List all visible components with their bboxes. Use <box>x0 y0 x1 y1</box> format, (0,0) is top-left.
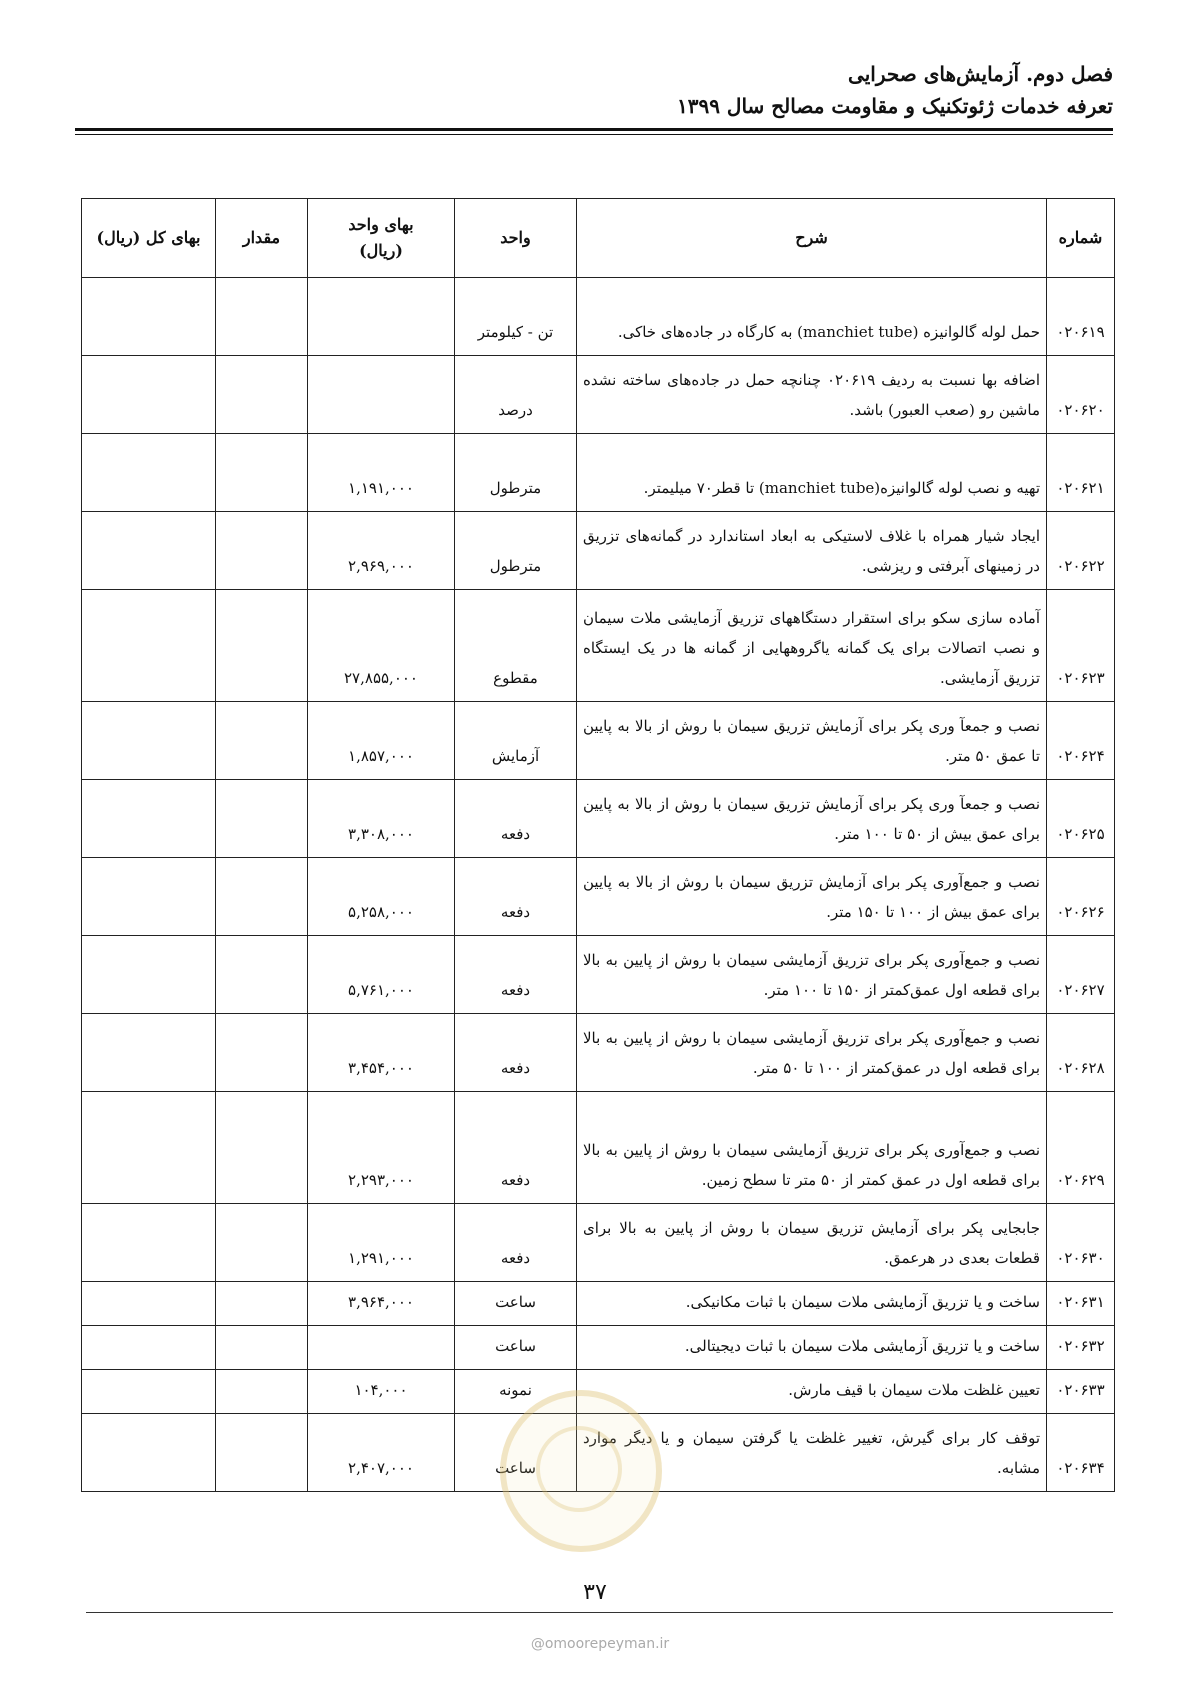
row-unit: دفعه <box>455 936 577 1014</box>
row-code: ۰۲۰۶۲۳ <box>1047 590 1115 702</box>
row-unit-price <box>308 1326 455 1370</box>
row-unit-price: ۲,۴۰۷,۰۰۰ <box>308 1414 455 1492</box>
row-unit-price: ۲۷,۸۵۵,۰۰۰ <box>308 590 455 702</box>
row-unit: مترطول <box>455 434 577 512</box>
row-code: ۰۲۰۶۲۲ <box>1047 512 1115 590</box>
col-total-header: بهای کل (ریال) <box>82 199 216 278</box>
row-code: ۰۲۰۶۱۹ <box>1047 278 1115 356</box>
row-total <box>82 356 216 434</box>
row-unit: دفعه <box>455 858 577 936</box>
row-unit: دفعه <box>455 1092 577 1204</box>
row-unit: ساعت <box>455 1414 577 1492</box>
row-code: ۰۲۰۶۳۲ <box>1047 1326 1115 1370</box>
row-unit-price <box>308 278 455 356</box>
row-unit: درصد <box>455 356 577 434</box>
row-code: ۰۲۰۶۲۶ <box>1047 858 1115 936</box>
row-code: ۰۲۰۶۳۴ <box>1047 1414 1115 1492</box>
row-unit: دفعه <box>455 1014 577 1092</box>
row-total <box>82 1014 216 1092</box>
table-row <box>82 434 1115 512</box>
col-quantity-header: مقدار <box>216 199 308 278</box>
row-unit-price: ۲,۹۶۹,۰۰۰ <box>308 512 455 590</box>
table-row <box>82 590 1115 702</box>
row-total <box>82 1092 216 1204</box>
row-description: نصب و جمع‌آوری پکر برای تزریق آزمایشی سیمان با روش از پایین به بالا برای قطعه اول در عمق‌کمتر از ۱۰۰ تا ۵۰ متر. <box>577 1014 1047 1092</box>
row-quantity <box>216 702 308 780</box>
row-description: اضافه بها نسبت به ردیف ۰۲۰۶۱۹ چنانچه حمل در جاده‌های ساخته نشده ماشین رو (صعب العبور) باشد. <box>577 356 1047 434</box>
row-total <box>82 434 216 512</box>
page-header <box>78 58 1113 122</box>
row-quantity <box>216 1370 308 1414</box>
footer-rule <box>86 1612 1113 1613</box>
row-unit-price: ۱۰۴,۰۰۰ <box>308 1370 455 1414</box>
row-description: توقف کار برای گیرش، تغییر غلظت یا گرفتن سیمان و یا دیگر موارد مشابه. <box>577 1414 1047 1492</box>
row-quantity <box>216 512 308 590</box>
row-code: ۰۲۰۶۲۱ <box>1047 434 1115 512</box>
row-total <box>82 1204 216 1282</box>
row-unit: دفعه <box>455 1204 577 1282</box>
row-description: تهیه و نصب لوله گالوانیزه(manchiet tube) تا قطر۷۰ میلیمتر. <box>577 434 1047 512</box>
chapter-title: فصل دوم. آزمایش‌های صحرایی <box>848 62 1113 86</box>
col-unit-price-label: بهای واحد <box>348 215 414 234</box>
col-number-header: شماره <box>1047 199 1115 278</box>
row-description: ساخت و یا تزریق آزمایشی ملات سیمان با ثبات دیجیتالی. <box>577 1326 1047 1370</box>
row-total <box>82 702 216 780</box>
row-quantity <box>216 434 308 512</box>
table-row <box>82 1014 1115 1092</box>
row-unit-price: ۵,۷۶۱,۰۰۰ <box>308 936 455 1014</box>
table-row <box>82 1282 1115 1326</box>
row-unit-price: ۵,۲۵۸,۰۰۰ <box>308 858 455 936</box>
row-code: ۰۲۰۶۲۰ <box>1047 356 1115 434</box>
row-code: ۰۲۰۶۲۴ <box>1047 702 1115 780</box>
row-unit-price: ۱,۱۹۱,۰۰۰ <box>308 434 455 512</box>
row-quantity <box>216 1326 308 1370</box>
row-quantity <box>216 1014 308 1092</box>
tariff-table <box>81 198 1115 1492</box>
table-row <box>82 1092 1115 1204</box>
row-quantity <box>216 858 308 936</box>
book-title: تعرفه خدمات ژئوتکنیک و مقاومت مصالح سال ۱۳۹۹ <box>676 94 1113 118</box>
table-row <box>82 780 1115 858</box>
row-unit: ساعت <box>455 1282 577 1326</box>
row-description: ایجاد شیار همراه با غلاف لاستیکی به ابعاد استاندارد در گمانه‌های تزریق در زمینهای آبرفتی و ریزشی. <box>577 512 1047 590</box>
table-row <box>82 702 1115 780</box>
row-total <box>82 1414 216 1492</box>
row-code: ۰۲۰۶۲۷ <box>1047 936 1115 1014</box>
row-unit: مقطوع <box>455 590 577 702</box>
row-description: نصب و جمع‌آوری پکر برای تزریق آزمایشی سیمان با روش از پایین به بالا برای قطعه اول عمق‌کمتر از ۱۵۰ تا ۱۰۰ متر. <box>577 936 1047 1014</box>
row-unit-price: ۲,۲۹۳,۰۰۰ <box>308 1092 455 1204</box>
table-row <box>82 858 1115 936</box>
row-description: جابجایی پکر برای آزمایش تزریق سیمان با روش از پایین به بالا برای قطعات بعدی در هرعمق. <box>577 1204 1047 1282</box>
row-description: آماده سازی سکو برای استقرار دستگاههای تزریق آزمایشی ملات سیمان و نصب اتصالات برای یک گمانه یاگروههایی از گمانه ها در یک ایستگاه تزریق آزمایشی. <box>577 590 1047 702</box>
row-unit: نمونه <box>455 1370 577 1414</box>
row-description: ساخت و یا تزریق آزمایشی ملات سیمان با ثبات مکانیکی. <box>577 1282 1047 1326</box>
row-unit: آزمایش <box>455 702 577 780</box>
row-unit: دفعه <box>455 780 577 858</box>
table-row <box>82 936 1115 1014</box>
table-row <box>82 278 1115 356</box>
row-quantity <box>216 1414 308 1492</box>
table-row <box>82 356 1115 434</box>
row-quantity <box>216 780 308 858</box>
row-total <box>82 936 216 1014</box>
site-watermark: @omoorepeyman.ir <box>530 1636 670 1652</box>
col-unit-header: واحد <box>455 199 577 278</box>
table-row <box>82 1204 1115 1282</box>
row-unit: مترطول <box>455 512 577 590</box>
row-description: تعیین غلظت ملات سیمان با قیف مارش. <box>577 1370 1047 1414</box>
row-description: نصب و جمعآ وری پکر برای آزمایش تزریق سیمان با روش از بالا به پایین برای عمق بیش از ۵۰ تا ۱۰۰ متر. <box>577 780 1047 858</box>
row-quantity <box>216 1204 308 1282</box>
row-code: ۰۲۰۶۳۰ <box>1047 1204 1115 1282</box>
page-number: ۳۷ <box>583 1580 607 1605</box>
row-total <box>82 1370 216 1414</box>
header-rule-thick <box>75 128 1113 131</box>
col-unit-price-currency: (ریال) <box>359 241 403 260</box>
row-unit-price: ۳,۹۶۴,۰۰۰ <box>308 1282 455 1326</box>
row-total <box>82 512 216 590</box>
row-description: نصب و جمع‌آوری پکر برای آزمایش تزریق سیمان با روش از بالا به پایین برای عمق بیش از ۱۰۰ تا ۱۵۰ متر. <box>577 858 1047 936</box>
row-total <box>82 590 216 702</box>
col-description-header: شرح <box>577 199 1047 278</box>
header-rule-thin <box>75 134 1113 135</box>
row-quantity <box>216 278 308 356</box>
row-total <box>82 780 216 858</box>
row-quantity <box>216 1092 308 1204</box>
watermark-seal <box>500 1390 662 1552</box>
row-total <box>82 278 216 356</box>
row-unit: ساعت <box>455 1326 577 1370</box>
row-description: حمل لوله گالوانیزه (manchiet tube) به کارگاه در جاده‌های خاکی. <box>577 278 1047 356</box>
row-unit-price: ۱,۲۹۱,۰۰۰ <box>308 1204 455 1282</box>
col-unit-price-header <box>308 199 455 278</box>
row-code: ۰۲۰۶۳۳ <box>1047 1370 1115 1414</box>
row-unit-price: ۳,۴۵۴,۰۰۰ <box>308 1014 455 1092</box>
row-quantity <box>216 1282 308 1326</box>
row-unit: تن - کیلومتر <box>455 278 577 356</box>
row-code: ۰۲۰۶۳۱ <box>1047 1282 1115 1326</box>
table-row <box>82 1326 1115 1370</box>
table-row <box>82 512 1115 590</box>
row-code: ۰۲۰۶۲۵ <box>1047 780 1115 858</box>
table-header-row <box>82 199 1115 278</box>
row-unit-price: ۳,۳۰۸,۰۰۰ <box>308 780 455 858</box>
row-unit-price: ۱,۸۵۷,۰۰۰ <box>308 702 455 780</box>
row-description: نصب و جمعآ وری پکر برای آزمایش تزریق سیمان با روش از بالا به پایین تا عمق ۵۰ متر. <box>577 702 1047 780</box>
row-code: ۰۲۰۶۲۹ <box>1047 1092 1115 1204</box>
row-total <box>82 858 216 936</box>
row-quantity <box>216 590 308 702</box>
row-code: ۰۲۰۶۲۸ <box>1047 1014 1115 1092</box>
row-total <box>82 1326 216 1370</box>
row-description: نصب و جمع‌آوری پکر برای تزریق آزمایشی سیمان با روش از پایین به بالا برای قطعه اول در عمق کمتر از ۵۰ متر تا سطح زمین. <box>577 1092 1047 1204</box>
row-quantity <box>216 356 308 434</box>
row-unit-price <box>308 356 455 434</box>
row-total <box>82 1282 216 1326</box>
row-quantity <box>216 936 308 1014</box>
